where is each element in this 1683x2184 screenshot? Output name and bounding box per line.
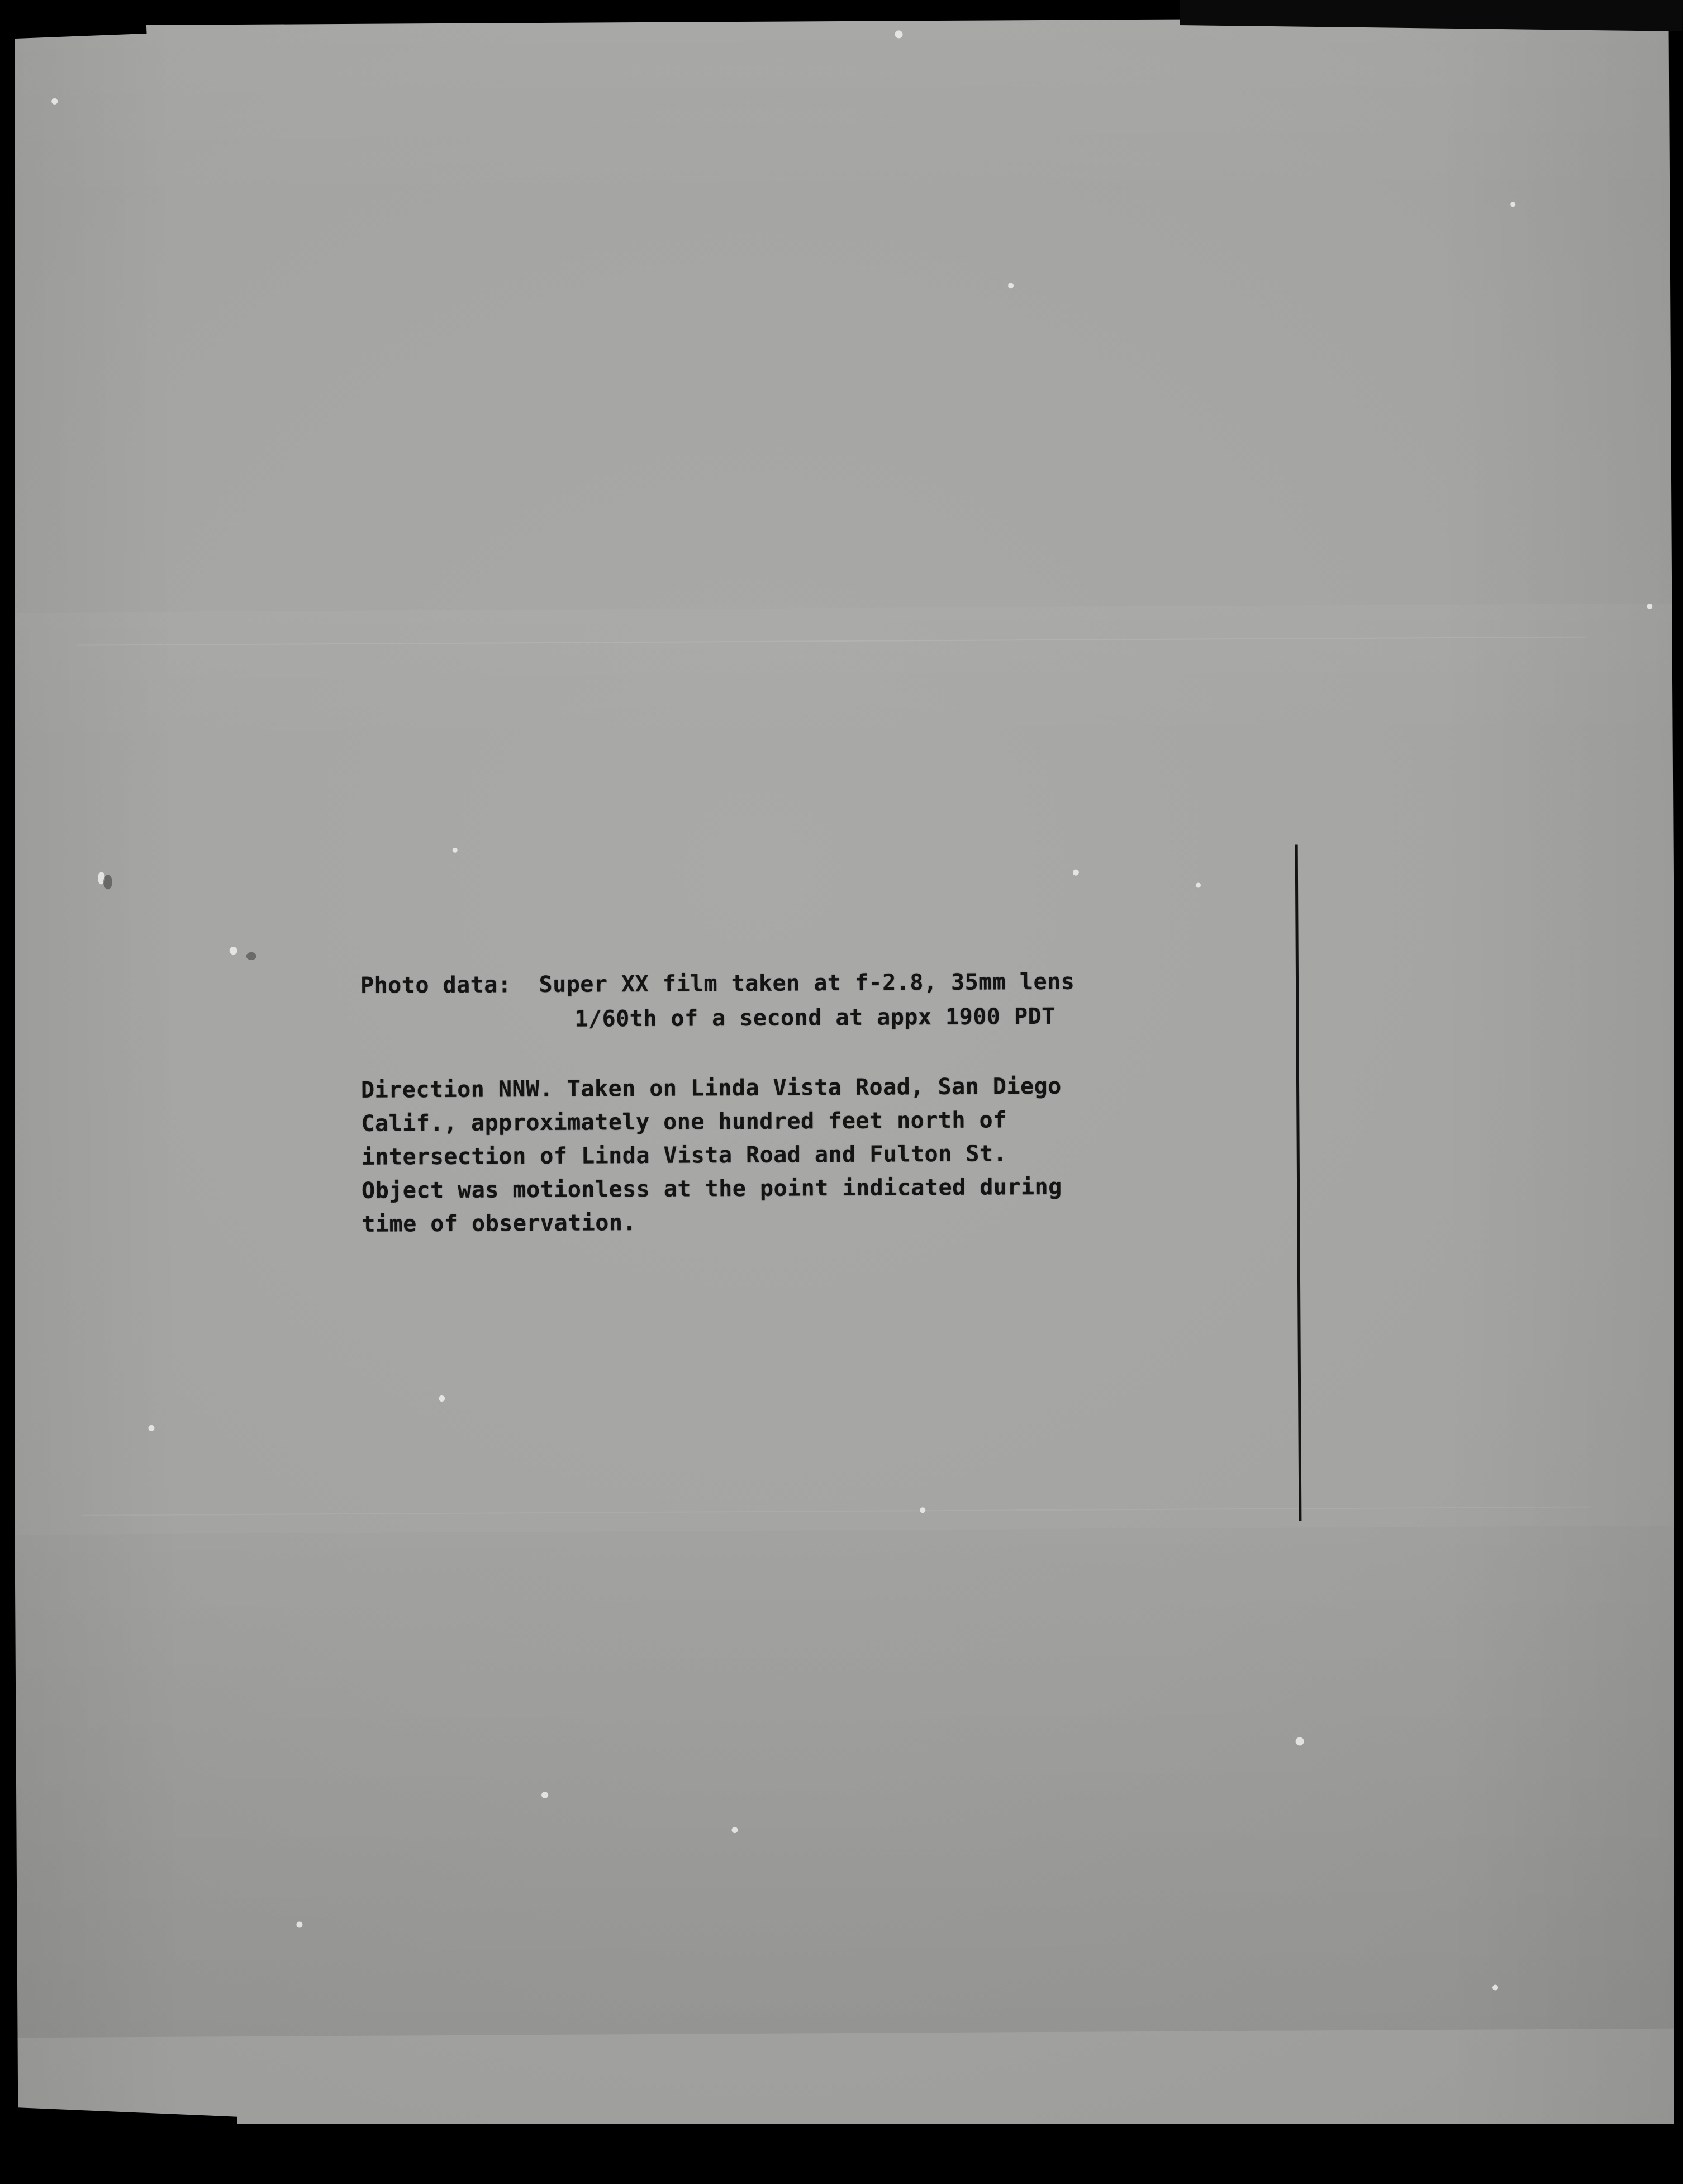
vertical-rule — [1295, 844, 1302, 1521]
dust-speck — [895, 30, 903, 38]
dust-speck — [1510, 202, 1515, 207]
dust-speck — [1492, 1984, 1498, 1990]
description-block — [361, 1070, 1062, 1241]
dust-speck — [1296, 1737, 1304, 1745]
scan-corner-bottom-left — [0, 2107, 237, 2183]
dust-speck — [453, 848, 458, 853]
tone-band-right — [1434, 17, 1680, 2136]
dust-speck — [541, 1792, 548, 1798]
paper-crease-upper — [77, 637, 1586, 646]
description-line-1: Direction NNW. Taken on Linda Vista Road, San Diego — [360, 1073, 1062, 1103]
scan-corner-top-left — [0, 0, 146, 39]
photo-data-block — [360, 965, 1075, 1038]
dust-speck — [1008, 283, 1014, 288]
dust-speck — [296, 1921, 302, 1927]
tone-band-left — [6, 25, 186, 2144]
scan-edge-left — [0, 0, 15, 2166]
photo-data-line-2: 1/60th of a second at appx 1900 PDT — [574, 1003, 1056, 1032]
dust-speck — [1196, 882, 1201, 887]
tone-band-bottom — [15, 1526, 1680, 2038]
dust-speck — [731, 1827, 738, 1833]
dust-speck — [1073, 870, 1079, 876]
dust-speck — [230, 947, 237, 955]
tone-band-middle — [9, 604, 1672, 758]
dust-speck — [148, 1425, 154, 1431]
photo-data-line-1-value: Super XX film taken at f-2.8, 35mm lens — [539, 968, 1075, 998]
tone-band-top — [6, 17, 1670, 211]
photo-data-line-1: Photo data: — [360, 972, 512, 999]
scan-edge-bottom — [0, 2124, 1683, 2166]
dust-speck — [920, 1507, 925, 1513]
scan-edge-right — [1674, 0, 1683, 2166]
dust-speck — [246, 952, 256, 960]
description-line-2: Calif., approximately one hundred feet north of — [361, 1107, 1007, 1137]
dust-speck — [1647, 604, 1652, 609]
dust-speck — [439, 1395, 445, 1402]
description-line-3: intersection of Linda Vista Road and Fulton St. — [361, 1141, 1007, 1170]
paper-crease-lower — [82, 1507, 1590, 1516]
dust-speck — [103, 875, 112, 889]
dust-speck — [51, 98, 58, 105]
description-line-5: time of observation. — [362, 1210, 637, 1237]
description-line-4: Object was motionless at the point indicated during — [361, 1174, 1062, 1204]
photographic-print — [6, 17, 1680, 2144]
